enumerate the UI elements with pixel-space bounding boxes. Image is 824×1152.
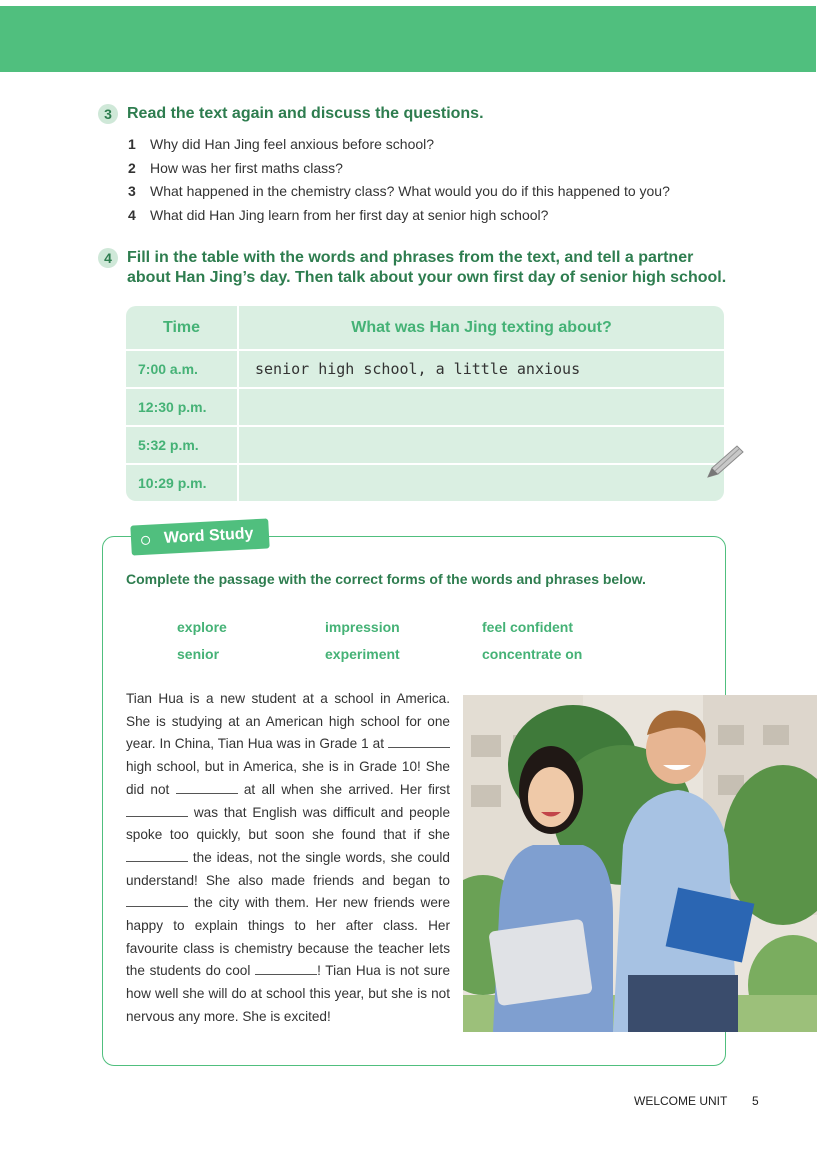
time-cell: 5:32 p.m. <box>126 427 239 465</box>
word-study-instruction: Complete the passage with the correct forms of the words and phrases below. <box>126 571 646 587</box>
question-item: 2 How was her first maths class? <box>128 159 343 176</box>
exercise-3 <box>98 104 670 230</box>
exercise-title: Fill in the table with the words and phrases from the text, and tell a partner about Han Jing’s day. Then talk about your own first day of senior high school. <box>127 249 727 286</box>
word-option: explore <box>177 619 227 635</box>
time-cell: 12:30 p.m. <box>126 389 239 427</box>
circle-bullet-icon <box>141 535 150 544</box>
blank-field[interactable] <box>126 894 188 907</box>
blank-field[interactable] <box>126 849 188 862</box>
blank-field[interactable] <box>176 781 238 794</box>
time-cell: 7:00 a.m. <box>126 351 239 389</box>
column-header-time: Time <box>126 306 239 351</box>
texting-table <box>126 306 724 501</box>
word-study-title: Word Study <box>163 525 254 547</box>
pencil-icon <box>704 444 744 480</box>
question-item: 4 What did Han Jing learn from her first day at senior high school? <box>128 206 549 223</box>
blank-field[interactable] <box>388 735 450 748</box>
word-option: concentrate on <box>482 646 583 662</box>
answer-cell[interactable] <box>239 389 724 427</box>
word-option: impression <box>325 619 400 635</box>
table-row <box>126 427 724 465</box>
answer-cell[interactable] <box>239 465 724 501</box>
footer-unit-label: WELCOME UNIT <box>634 1094 728 1108</box>
page-number: 5 <box>752 1094 759 1108</box>
blank-field[interactable] <box>126 804 188 817</box>
time-cell: 10:29 p.m. <box>126 465 239 501</box>
table-row <box>126 465 724 501</box>
exercise-number: 4 <box>98 248 118 268</box>
exercise-4 <box>98 248 726 288</box>
table-row <box>126 389 724 427</box>
word-option: feel confident <box>482 619 574 635</box>
column-header-texting: What was Han Jing texting about? <box>239 306 724 351</box>
word-option: experiment <box>325 646 400 662</box>
answer-cell[interactable]: senior high school, a little anxious <box>239 351 724 389</box>
exercise-number: 3 <box>98 104 118 124</box>
word-study-passage: Tian Hua is a new student at a school in America. She is studying at an American high school for one year. In China, Tian Hua was in Grade 1 at high school, but in America, she is in Grade 10! She did not at all when she arrived. Her first was that English was difficult and people spoke too quickly, but soon she found that if she the ideas, not the single words, she could understand! She also made friends and began to the city with them. Her new friends were happy to explain things to her after class. Her favourite class is chemistry because the teacher lets the students do cool ! Tian Hua is not sure how well she will do at school this year, but she is not nervous any more. She is excited! <box>126 691 451 1024</box>
blank-field[interactable] <box>255 962 317 975</box>
table-row <box>126 351 724 389</box>
question-item: 1 Why did Han Jing feel anxious before school? <box>128 136 435 152</box>
table-header-row <box>126 306 724 351</box>
header-band <box>0 6 816 72</box>
answer-cell[interactable] <box>239 427 724 465</box>
students-photo <box>463 695 817 1032</box>
question-list <box>128 136 670 230</box>
exercise-title: Read the text again and discuss the questions. <box>127 105 484 122</box>
word-option: senior <box>177 646 220 662</box>
question-item: 3 What happened in the chemistry class? What would you do if this happened to you? <box>128 183 670 199</box>
